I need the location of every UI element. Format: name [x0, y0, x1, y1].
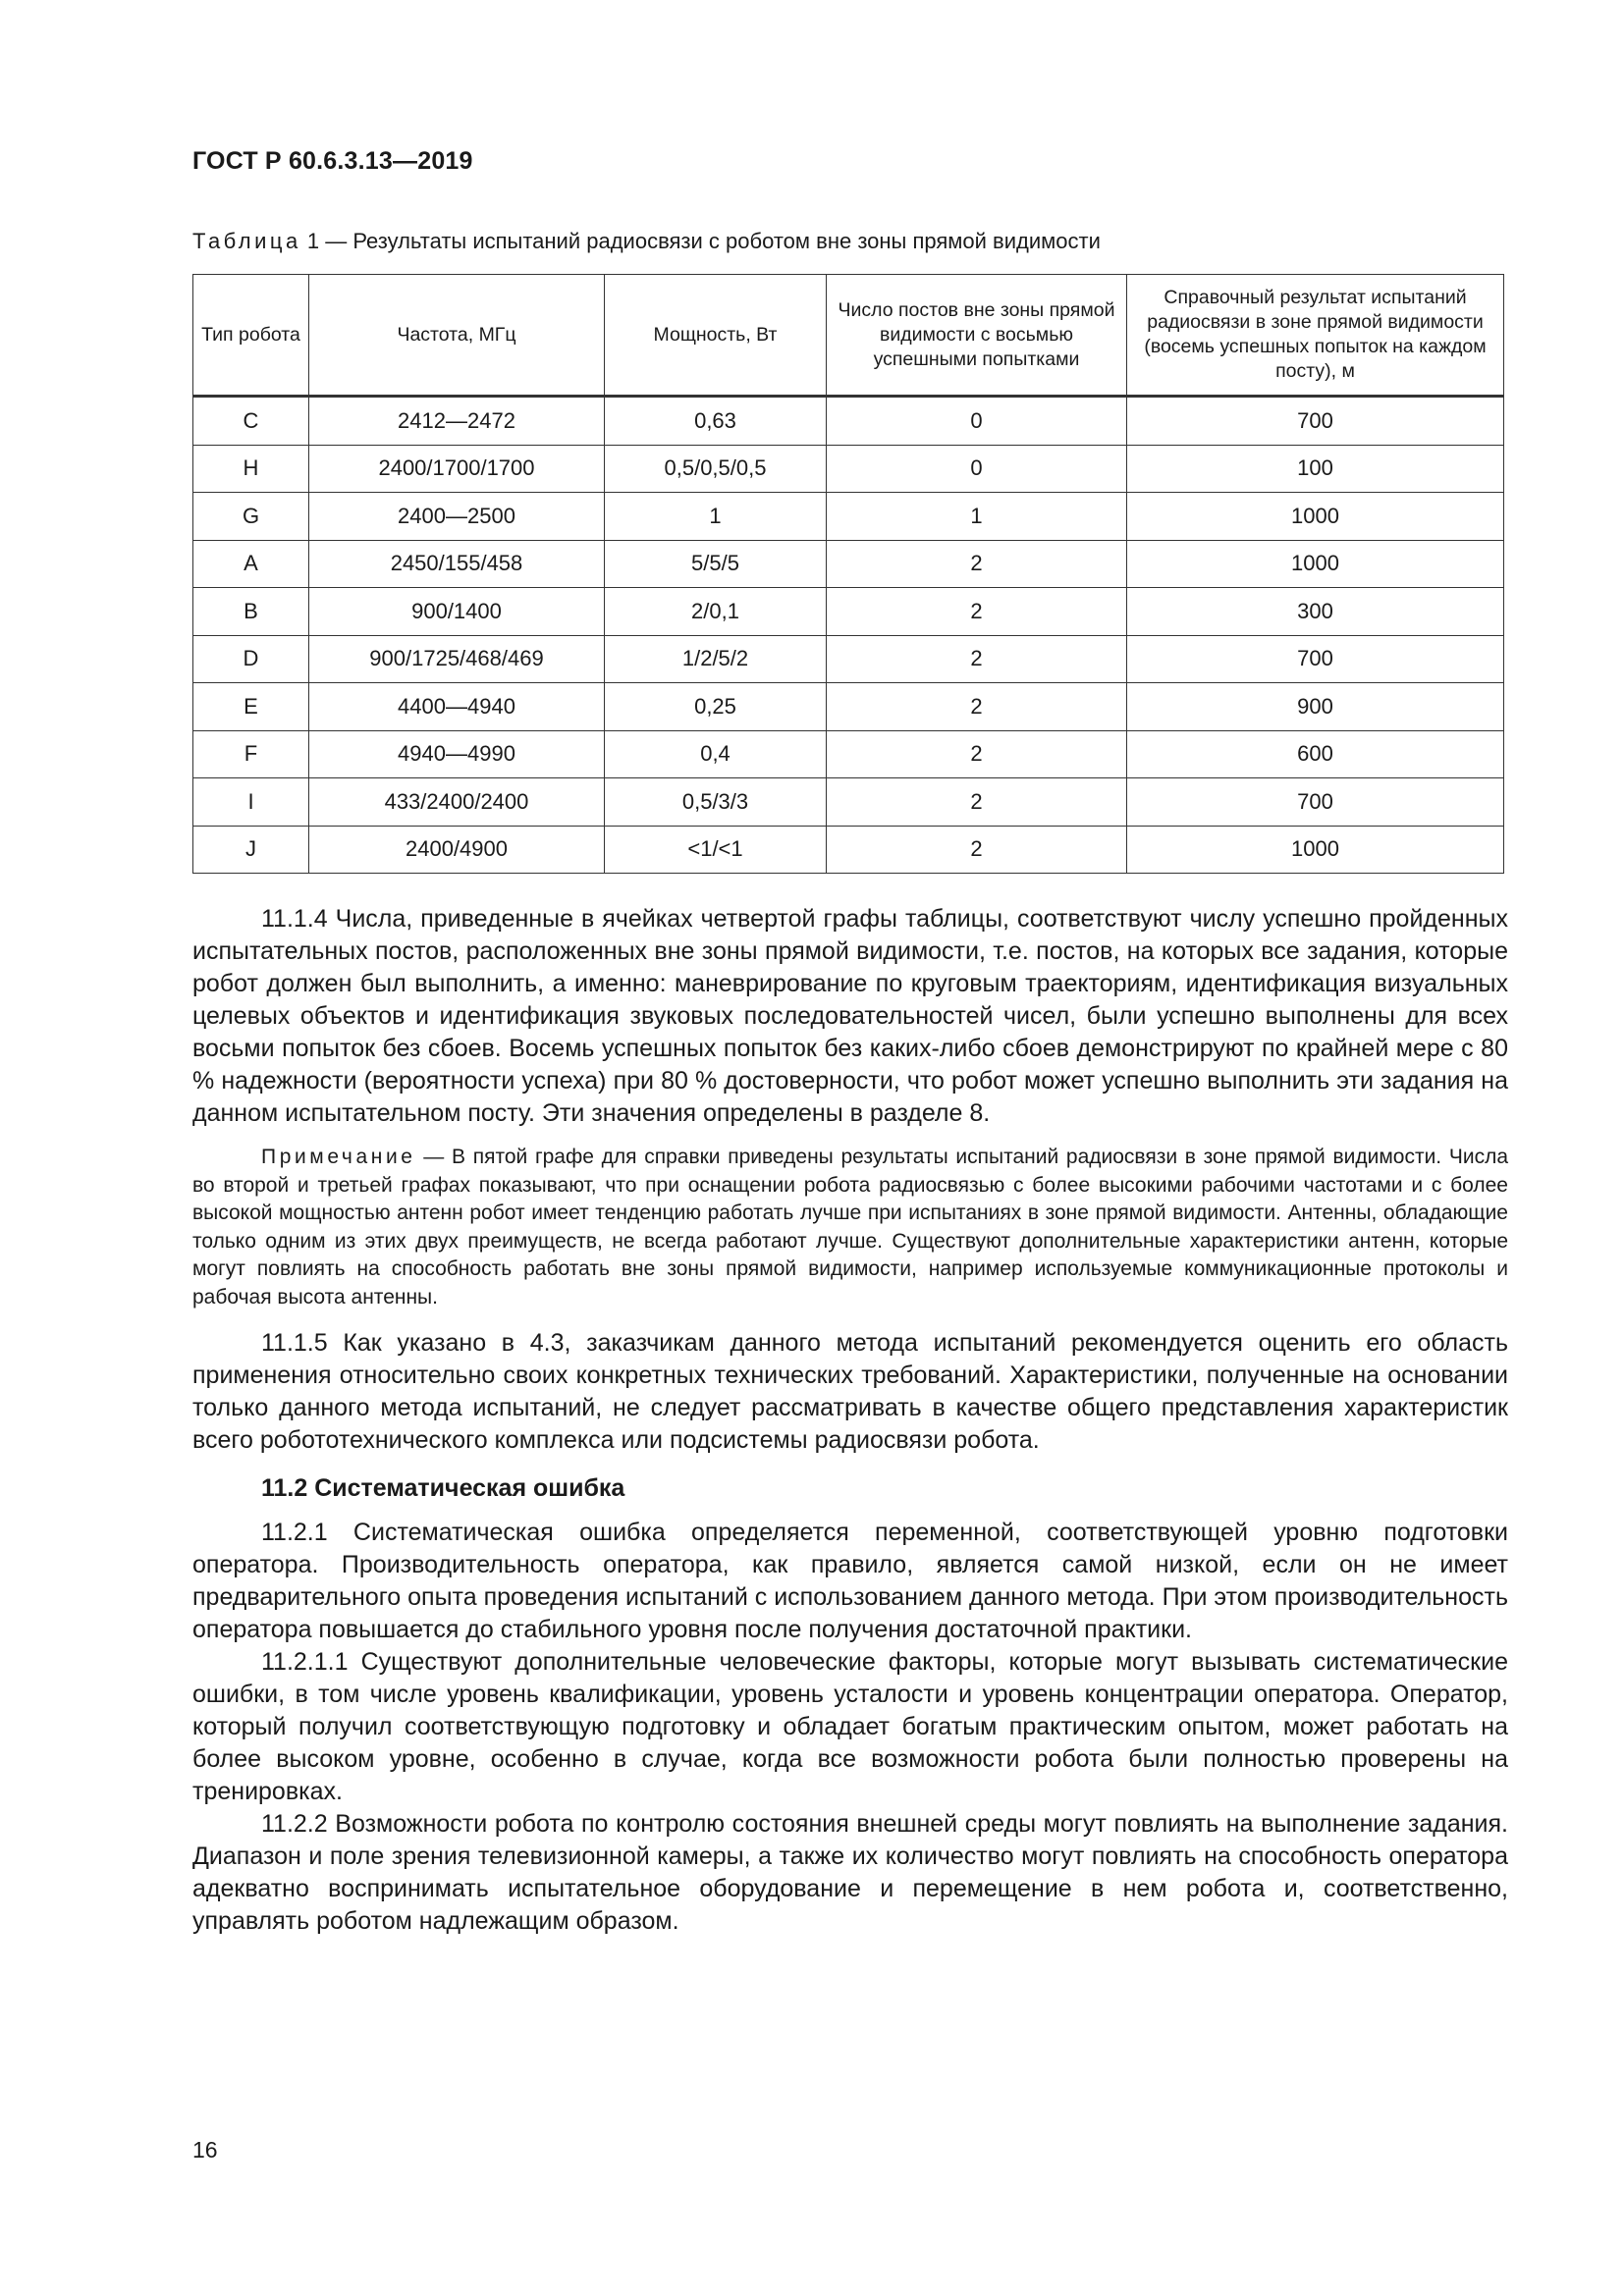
cell-los-reference: 600 [1127, 730, 1504, 778]
table-row [193, 540, 1504, 588]
cell-power: 0,5/0,5/0,5 [605, 445, 827, 493]
cell-los-reference: 1000 [1127, 826, 1504, 874]
document-page [192, 147, 1508, 1938]
paragraph-11-2-1: 11.2.1 Систематическая ошибка определяется переменной, соответствующей уровню подготовки оператора. Производительность оператора, как правило, является самой низкой, если он не имеет предварительного опыта проведения испытаний с использованием данного метода. При этом производительность оператора повышается до стабильного уровня после получения достаточной практики. [192, 1519, 1508, 1643]
note-text: — В пятой графе для справки приведены результаты испытаний радиосвязи в зоне прямой видимости. Числа во второй и третьей графах показывают, что при оснащении робота радиосвязью с более высокими рабочими частотами и с более высокой мощностью антенн робот имеет тенденцию работать лучше при испытаниях в зоне прямой видимости. Антенны, обладающие только одним из этих двух преимуществ, не всегда работают лучше. Существуют дополнительные характеристики антенн, которые могут повлиять на способность работать вне зоны прямой видимости, например используемые коммуникационные протоколы и рабочая высота антенны. [192, 1146, 1508, 1308]
cell-robot-type: F [193, 730, 309, 778]
paragraph-11-1-4: 11.1.4 Числа, приведенные в ячейках четвертой графы таблицы, соответствуют числу успешно пройденных испытательных постов, расположенных вне зоны прямой видимости, т.е. постов, на которых все задания, которые робот должен был выполнить, а именно: маневрирование по круговым траекториям, идентификация визуальных целевых объектов и идентификация звуковых последовательностей чисел, были успешно выполнены для всех восьми попыток без сбоев. Восемь успешных попыток без каких-либо сбоев демонстрируют по крайней мере с 80 % надежности (вероятности успеха) при 80 % достоверности, что робот может успешно выполнить эти задания на данном испытательном посту. Эти значения определены в разделе 8. [192, 905, 1508, 1127]
table-row [193, 635, 1504, 683]
cell-power: 1/2/5/2 [605, 635, 827, 683]
page-number: 16 [192, 2137, 218, 2163]
cell-los-reference: 1000 [1127, 540, 1504, 588]
cell-los-reference: 900 [1127, 683, 1504, 731]
cell-nlos-posts: 0 [827, 445, 1127, 493]
note-label: Примечание [261, 1146, 416, 1168]
table-caption [192, 229, 1508, 254]
table-caption-label: Таблица [192, 229, 301, 253]
section-heading-11-2: 11.2 Систематическая ошибка [261, 1474, 625, 1502]
table-row [193, 445, 1504, 493]
cell-robot-type: D [193, 635, 309, 683]
cell-nlos-posts: 0 [827, 397, 1127, 446]
cell-los-reference: 100 [1127, 445, 1504, 493]
table-row [193, 397, 1504, 446]
cell-nlos-posts: 2 [827, 540, 1127, 588]
column-header-robot-type: Тип робота [193, 275, 309, 397]
column-header-frequency: Частота, МГц [309, 275, 605, 397]
cell-robot-type: B [193, 588, 309, 636]
cell-los-reference: 300 [1127, 588, 1504, 636]
table-body [193, 397, 1504, 874]
cell-power: 0,4 [605, 730, 827, 778]
column-header-power: Мощность, Вт [605, 275, 827, 397]
cell-power: 0,63 [605, 397, 827, 446]
cell-frequency: 4400—4940 [309, 683, 605, 731]
table-row [193, 588, 1504, 636]
table-row [193, 778, 1504, 827]
cell-nlos-posts: 2 [827, 683, 1127, 731]
cell-frequency: 4940—4990 [309, 730, 605, 778]
cell-nlos-posts: 2 [827, 826, 1127, 874]
cell-frequency: 2412—2472 [309, 397, 605, 446]
cell-robot-type: A [193, 540, 309, 588]
cell-power: <1/<1 [605, 826, 827, 874]
cell-frequency: 2400/4900 [309, 826, 605, 874]
table-caption-text: 1 — Результаты испытаний радиосвязи с роботом вне зоны прямой видимости [300, 229, 1101, 253]
cell-robot-type: G [193, 493, 309, 541]
cell-robot-type: C [193, 397, 309, 446]
column-header-nlos-posts: Число постов вне зоны прямой видимости с восьмью успешными попытками [827, 275, 1127, 397]
cell-power: 0,25 [605, 683, 827, 731]
cell-nlos-posts: 1 [827, 493, 1127, 541]
cell-power: 0,5/3/3 [605, 778, 827, 827]
table-row [193, 730, 1504, 778]
cell-frequency: 2450/155/458 [309, 540, 605, 588]
cell-robot-type: H [193, 445, 309, 493]
cell-robot-type: J [193, 826, 309, 874]
document-code: ГОСТ Р 60.6.3.13—2019 [192, 147, 473, 175]
table-header-row [193, 275, 1504, 397]
cell-frequency: 900/1725/468/469 [309, 635, 605, 683]
cell-power: 5/5/5 [605, 540, 827, 588]
cell-robot-type: I [193, 778, 309, 827]
cell-frequency: 433/2400/2400 [309, 778, 605, 827]
cell-nlos-posts: 2 [827, 730, 1127, 778]
cell-frequency: 900/1400 [309, 588, 605, 636]
cell-nlos-posts: 2 [827, 778, 1127, 827]
cell-nlos-posts: 2 [827, 588, 1127, 636]
note-paragraph [192, 1144, 1508, 1311]
cell-power: 2/0,1 [605, 588, 827, 636]
cell-los-reference: 700 [1127, 635, 1504, 683]
paragraph-11-2-2: 11.2.2 Возможности робота по контролю состояния внешней среды могут повлиять на выполнение задания. Диапазон и поле зрения телевизионной камеры, а также их количество могут повлиять на способность оператора адекватно воспринимать испытательное оборудование и перемещение в нем робота и, соответственно, управлять роботом надлежащим образом. [192, 1810, 1508, 1935]
cell-los-reference: 700 [1127, 778, 1504, 827]
table-row [193, 493, 1504, 541]
column-header-los-reference: Справочный результат испытаний радиосвязи в зоне прямой видимости (восемь успешных попыток на каждом посту), м [1127, 275, 1504, 397]
cell-los-reference: 1000 [1127, 493, 1504, 541]
cell-los-reference: 700 [1127, 397, 1504, 446]
table-row [193, 683, 1504, 731]
paragraph-11-2-1-1: 11.2.1.1 Существуют дополнительные человеческие факторы, которые могут вызывать систематические ошибки, в том числе уровень квалификации, уровень усталости и уровень концентрации оператора. Оператор, который получил соответствующую подготовку и обладает богатым практическим опытом, может работать на более высоком уровне, особенно в случае, когда все возможности робота были полностью проверены на тренировках. [192, 1648, 1508, 1805]
table-row [193, 826, 1504, 874]
cell-nlos-posts: 2 [827, 635, 1127, 683]
cell-frequency: 2400—2500 [309, 493, 605, 541]
paragraph-11-1-5: 11.1.5 Как указано в 4.3, заказчикам данного метода испытаний рекомендуется оценить его область применения относительно своих конкретных технических требований. Характеристики, полученные на основании только данного метода испытаний, не следует рассматривать в качестве общего представления характеристик всего робототехнического комплекса или подсистемы радиосвязи робота. [192, 1329, 1508, 1454]
cell-power: 1 [605, 493, 827, 541]
cell-frequency: 2400/1700/1700 [309, 445, 605, 493]
cell-robot-type: E [193, 683, 309, 731]
results-table [192, 274, 1504, 874]
